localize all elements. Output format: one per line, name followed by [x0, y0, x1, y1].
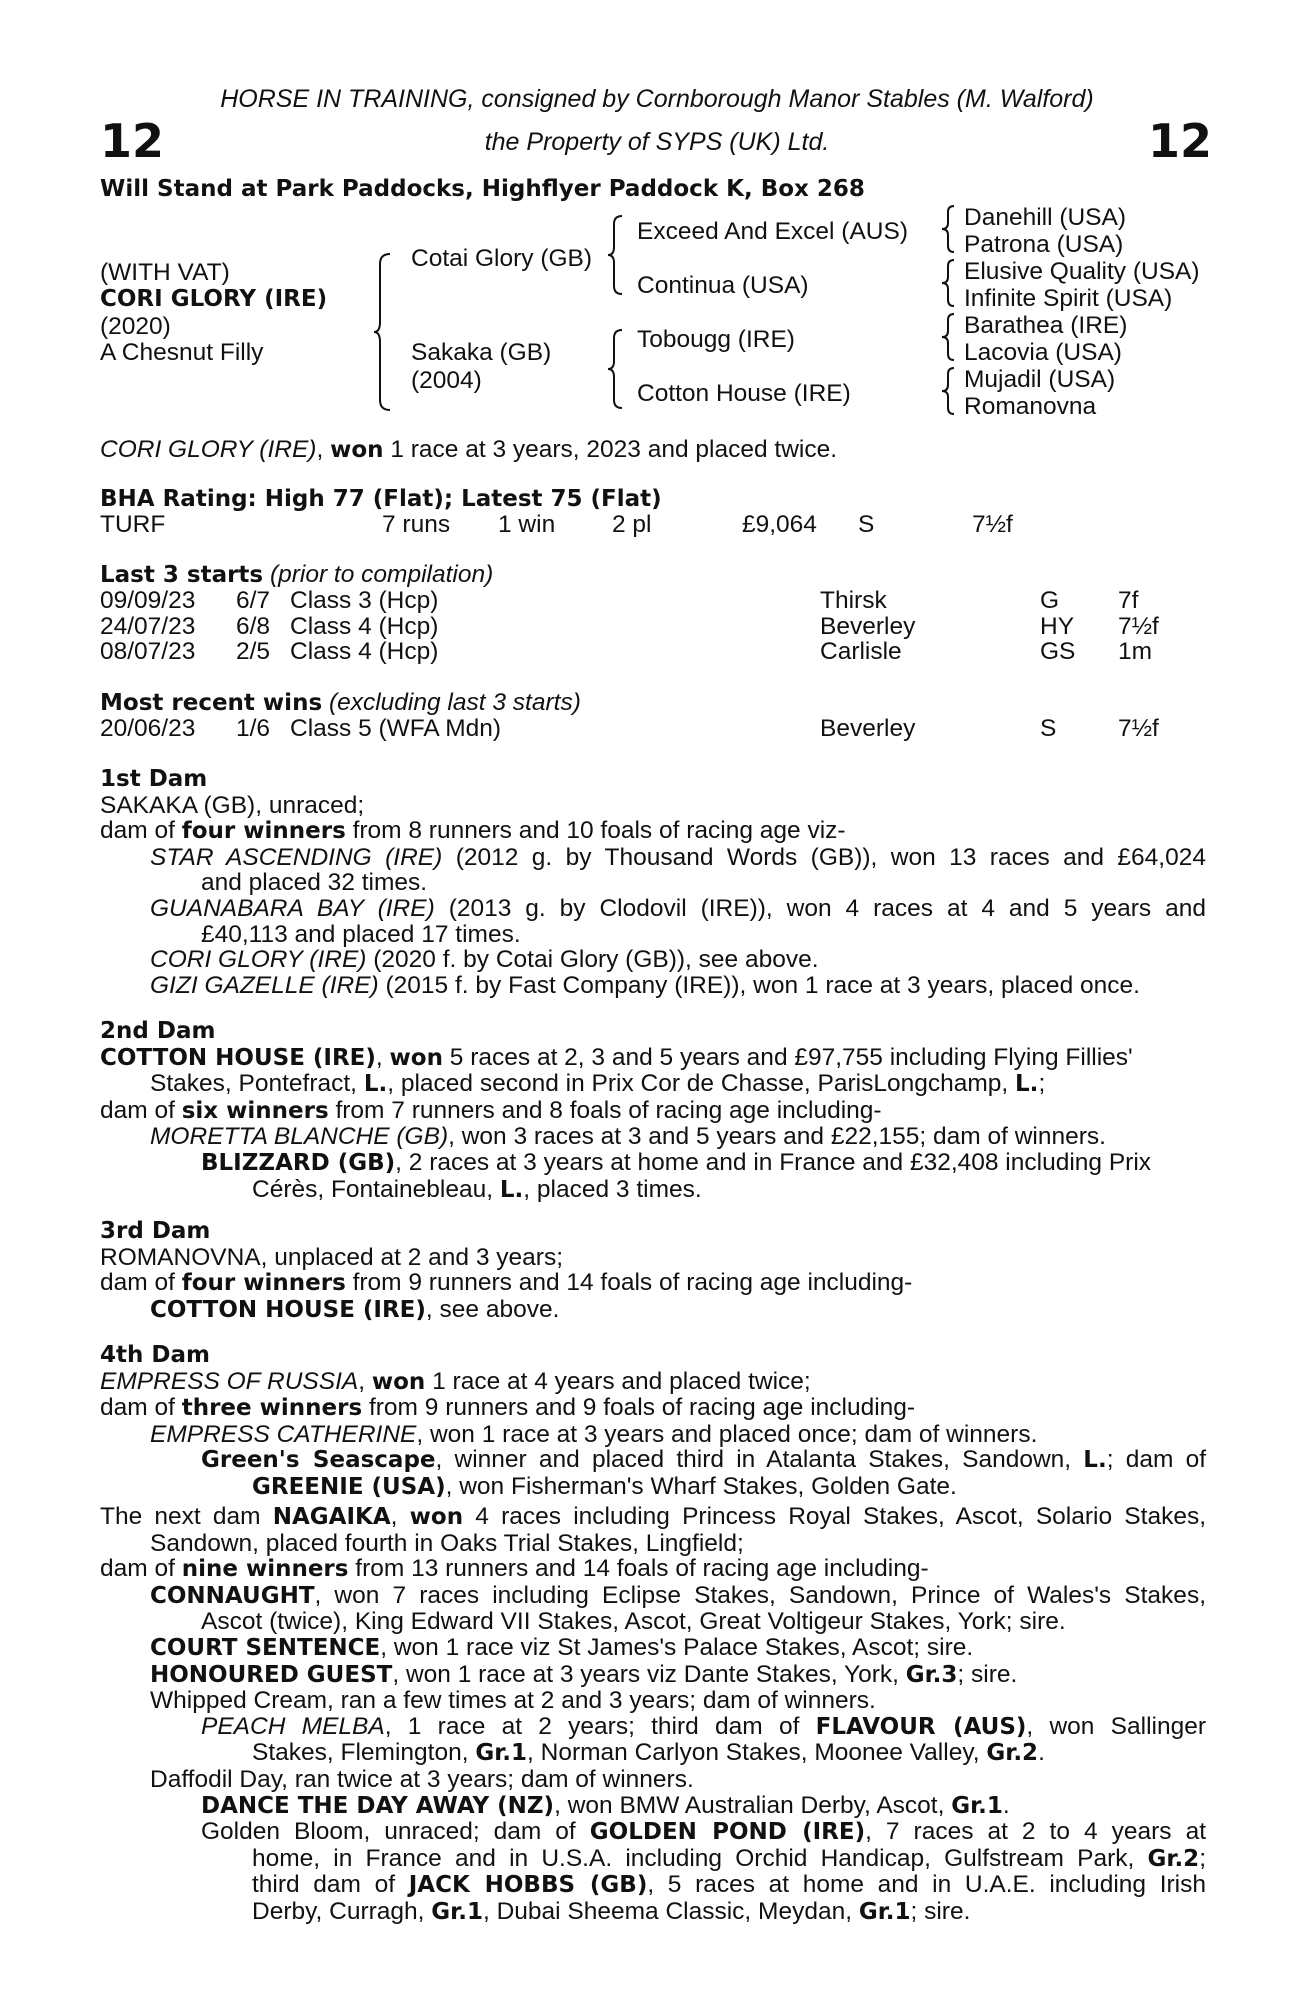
pedigree-brace-g78 [940, 366, 958, 416]
bha-rating-title: BHA Rating: High 77 (Flat); Latest 75 (Flat) [100, 486, 662, 512]
pedigree-sire: Cotai Glory (GB) [411, 245, 593, 272]
dam4-section [100, 1342, 1206, 1501]
recent-win-date: 20/06/23 [100, 715, 196, 742]
last-start-race: Class 4 (Hcp) [290, 638, 439, 666]
dam1-produce-cori: CORI GLORY (IRE) (2020 f. by Cotai Glory (GB)), see above. [150, 946, 819, 974]
last-start-dist: 7f [1118, 587, 1139, 614]
nextdam-line: Stakes, Flemington, Gr.1, Norman Carlyon Stakes, Moonee Valley, Gr.2. [252, 1739, 1045, 1767]
last-start-going: GS [1040, 638, 1076, 666]
pedigree-g6: Lacovia (USA) [964, 339, 1122, 366]
last-start-dist: 7½f [1118, 612, 1159, 640]
dam2-produce-blizzard: BLIZZARD (GB), 2 races at 3 years at home and in France and £32,408 including Prix [201, 1148, 1152, 1176]
summary-line: CORI GLORY (IRE), won 1 race at 3 years, 2023 and placed twice. [100, 436, 838, 463]
rating-wins: 1 win [498, 511, 556, 538]
pedigree-brace-g34 [940, 258, 958, 308]
dam2-section [100, 1018, 1206, 1203]
summary-won: won [330, 437, 384, 463]
dam1-line: dam of four winners from 8 runners and 10 foals of racing age viz- [100, 817, 846, 845]
last-start-course: Beverley [820, 612, 916, 640]
recent-win-row [100, 716, 1206, 742]
horse-name: CORI GLORY (IRE) [100, 286, 328, 312]
dam1-line: and placed 32 times. [201, 869, 428, 897]
pedigree-brace-g12 [940, 204, 958, 254]
dam2-line: Cérès, Fontainebleau, L., placed 3 times. [252, 1175, 702, 1203]
nextdam-produce-honoured: HONOURED GUEST, won 1 race at 3 years viz Dante Stakes, York, Gr.3; sire. [150, 1660, 1018, 1688]
last-start-going: HY [1040, 612, 1075, 640]
horse-year: (2020) [100, 313, 171, 340]
pedigree-dam-dam: Cotton House (IRE) [637, 380, 851, 407]
rating-placed: 2 pl [612, 511, 652, 538]
stand-location: Will Stand at Park Paddocks, Highflyer Paddock K, Box 268 [100, 176, 865, 202]
recent-win-going: S [1040, 715, 1057, 742]
last-start-row [100, 639, 1206, 665]
rating-earnings: £9,064 [742, 511, 817, 538]
dam2-line: Stakes, Pontefract, L., placed second in Prix Cor de Chasse, ParisLongchamp, L.; [150, 1070, 1046, 1098]
dam3-line: ROMANOVNA, unplaced at 2 and 3 years; [100, 1243, 563, 1271]
pedigree-g1: Danehill (USA) [964, 204, 1127, 231]
consignor-line: HORSE IN TRAINING, consigned by Cornborough Manor Stables (M. Walford) [220, 85, 1094, 113]
dam4-line: EMPRESS OF RUSSIA, won 1 race at 4 years and placed twice; [100, 1367, 811, 1395]
last-starts-note: (prior to compilation) [269, 561, 494, 588]
recent-win-race: Class 5 (WFA Mdn) [290, 715, 502, 742]
recent-wins-heading [100, 690, 581, 717]
last-start-going: G [1040, 587, 1060, 614]
pedigree-sire-sire: Exceed And Excel (AUS) [637, 218, 908, 245]
rating-going: S [858, 511, 875, 538]
nextdam-produce-dance: DANCE THE DAY AWAY (NZ), won BMW Australian Derby, Ascot, Gr.1. [201, 1791, 1010, 1819]
pedigree-dam-sire: Tobougg (IRE) [637, 326, 795, 353]
dam1-produce-gizi: GIZI GAZELLE (IRE) (2015 f. by Fast Company (IRE)), won 1 race at 3 years, placed once. [150, 971, 1140, 999]
last-start-course: Carlisle [820, 638, 902, 666]
last-start-date: 24/07/23 [100, 612, 196, 640]
pedigree-g8: Romanovna [964, 393, 1097, 420]
last-start-course: Thirsk [820, 587, 887, 614]
dam1-produce-guanabara: GUANABARA BAY (IRE) (2013 g. by Clodovil (IRE)), won 4 races at 4 and 5 years and [150, 894, 1206, 922]
dam4-title: 4th Dam [100, 1342, 210, 1368]
last-start-row [100, 588, 1206, 614]
nextdam-line: Sandown, placed fourth in Oaks Trial Stakes, Lingfield; [150, 1529, 744, 1557]
pedigree-brace-dam [606, 328, 626, 410]
dam3-produce-cotton: COTTON HOUSE (IRE), see above. [150, 1295, 560, 1323]
last-start-pos: 2/5 [236, 638, 271, 666]
nextdam-line: Derby, Curragh, Gr.1, Dubai Sheema Classic, Meydan, Gr.1; sire. [252, 1897, 971, 1925]
nextdam-line: dam of nine winners from 13 runners and 14 foals of racing age including- [100, 1555, 929, 1583]
pedigree-brace-main [372, 252, 394, 412]
pedigree-g2: Patrona (USA) [964, 231, 1124, 258]
pedigree-brace-g56 [940, 312, 958, 362]
dam3-line: dam of four winners from 9 runners and 14 foals of racing age including- [100, 1269, 913, 1297]
property-line: the Property of SYPS (UK) Ltd. [484, 128, 830, 156]
nextdam-produce-whipped: Whipped Cream, ran a few times at 2 and 3 years; dam of winners. [150, 1687, 876, 1715]
nextdam-line: home, in France and in U.S.A. including Orchid Handicap, Gulfstream Park, Gr.2; [252, 1844, 1206, 1872]
dam1-line: £40,113 and placed 17 times. [201, 920, 521, 948]
recent-win-pos: 1/6 [236, 715, 271, 742]
rating-surface: TURF [100, 511, 166, 538]
dam2-line: COTTON HOUSE (IRE), won 5 races at 2, 3 and 5 years and £97,755 including Flying Fillies' [100, 1043, 1133, 1071]
dam1-produce-star: STAR ASCENDING (IRE) (2012 g. by Thousand Words (GB)), won 13 races and £64,024 [150, 843, 1206, 871]
pedigree-sire-dam: Continua (USA) [637, 272, 809, 299]
last-start-date: 09/09/23 [100, 587, 196, 614]
rating-row [100, 512, 1206, 538]
dam1-section [100, 766, 1206, 998]
nextdam-line: third dam of JACK HOBBS (GB), 5 races at home and in U.A.E. including Irish [252, 1871, 1206, 1899]
dam1-line: SAKAKA (GB), unraced; [100, 791, 365, 819]
dam2-title: 2nd Dam [100, 1018, 216, 1044]
dam3-section [100, 1218, 1206, 1323]
recent-wins-title: Most recent wins [100, 690, 323, 716]
lot-number-left: 12 [100, 114, 165, 168]
pedigree-g3: Elusive Quality (USA) [964, 258, 1200, 285]
rating-runs: 7 runs [382, 511, 451, 538]
last-start-date: 08/07/23 [100, 638, 196, 666]
nextdam-produce-daffodil: Daffodil Day, ran twice at 3 years; dam of winners. [150, 1765, 694, 1793]
nextdam-line: The next dam NAGAIKA, won 4 races including Princess Royal Stakes, Ascot, Solario Stakes, [100, 1503, 1206, 1530]
lot-number-right: 12 [1148, 114, 1213, 168]
recent-win-course: Beverley [820, 715, 916, 742]
vat-note: (WITH VAT) [100, 259, 230, 286]
pedigree-g4: Infinite Spirit (USA) [964, 285, 1173, 312]
summary-rest: 1 race at 3 years, 2023 and placed twice. [383, 436, 838, 463]
last-start-row [100, 614, 1206, 640]
last-starts-heading [100, 562, 493, 589]
nextdam-produce-golden: Golden Bloom, unraced; dam of GOLDEN POND (IRE), 7 races at 2 to 4 years at [201, 1818, 1207, 1846]
dam4-line: dam of three winners from 9 runners and 9 foals of racing age including- [100, 1394, 916, 1422]
horse-description: A Chesnut Filly [100, 339, 264, 366]
last-start-pos: 6/8 [236, 612, 271, 640]
last-starts-title: Last 3 starts [100, 562, 264, 588]
dam2-produce-moretta: MORETTA BLANCHE (GB), won 3 races at 3 and 5 years and £22,155; dam of winners. [150, 1123, 1106, 1151]
recent-wins-note: (excluding last 3 starts) [328, 689, 581, 716]
nextdam-section [100, 1504, 1206, 1926]
nextdam-produce-court: COURT SENTENCE, won 1 race viz St James's Palace Stakes, Ascot; sire. [150, 1633, 974, 1661]
dam4-produce-greenie: GREENIE (USA), won Fisherman's Wharf Stakes, Golden Gate. [252, 1472, 957, 1500]
pedigree-dam: Sakaka (GB) [411, 339, 552, 366]
nextdam-line: Ascot (twice), King Edward VII Stakes, Ascot, Great Voltigeur Stakes, York; sire. [201, 1608, 1066, 1636]
last-start-pos: 6/7 [236, 587, 271, 614]
last-start-race: Class 4 (Hcp) [290, 612, 439, 640]
last-start-race: Class 3 (Hcp) [290, 587, 439, 614]
nextdam-produce-peach: PEACH MELBA, 1 race at 2 years; third dam of FLAVOUR (AUS), won Sallinger [201, 1712, 1207, 1740]
dam4-produce-seascape: Green's Seascape, winner and placed third in Atalanta Stakes, Sandown, L.; dam of [201, 1446, 1206, 1474]
summary-horse-name: CORI GLORY (IRE) [100, 436, 317, 463]
pedigree-g5: Barathea (IRE) [964, 312, 1128, 339]
nextdam-produce-connaught: CONNAUGHT, won 7 races including Eclipse Stakes, Sandown, Prince of Wales's Stakes, [150, 1581, 1206, 1609]
dam2-line: dam of six winners from 7 runners and 8 foals of racing age including- [100, 1096, 882, 1124]
pedigree-brace-sire [606, 214, 626, 296]
dam1-title: 1st Dam [100, 766, 208, 792]
pedigree-dam-year: (2004) [411, 367, 482, 394]
recent-win-dist: 7½f [1118, 715, 1159, 742]
last-start-dist: 1m [1118, 638, 1153, 666]
pedigree-g7: Mujadil (USA) [964, 366, 1116, 393]
dam3-title: 3rd Dam [100, 1218, 211, 1244]
dam4-produce-catherine: EMPRESS CATHERINE, won 1 race at 3 years and placed once; dam of winners. [150, 1420, 1038, 1448]
rating-distance: 7½f [972, 511, 1013, 538]
